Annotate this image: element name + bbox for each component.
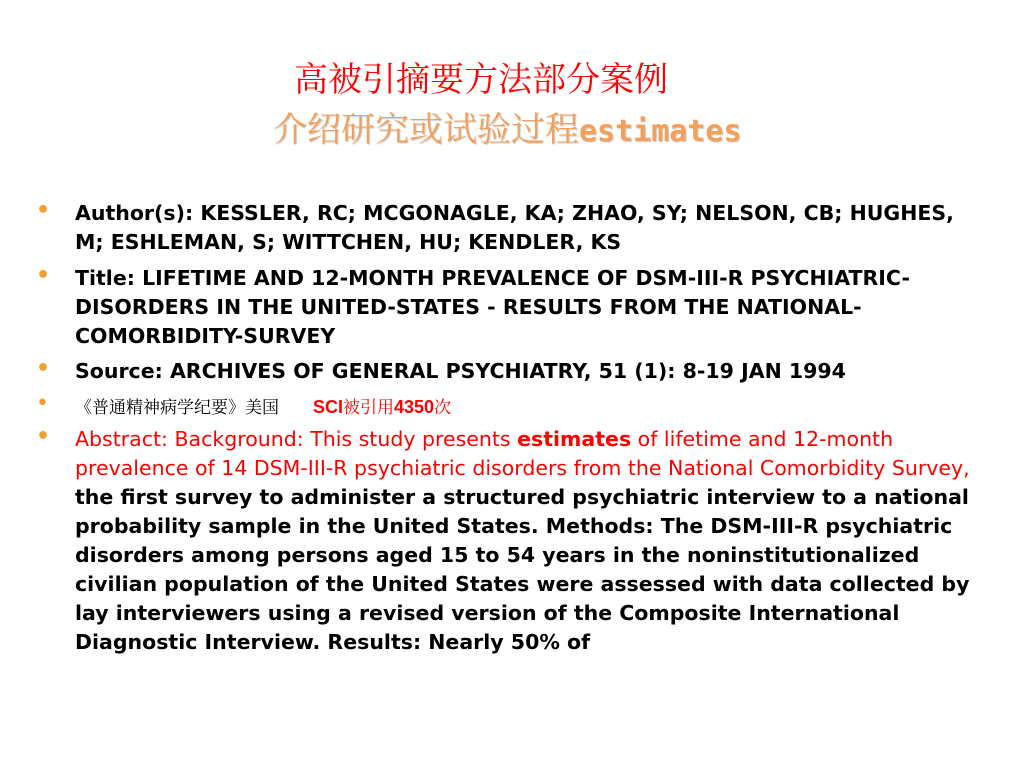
sci-cited-suffix: 次 bbox=[434, 398, 452, 418]
bullet-journal bbox=[36, 392, 986, 422]
bullet-list bbox=[36, 199, 986, 657]
source-text: Source: ARCHIVES OF GENERAL PSYCHIATRY, 51 (1): 8-19 JAN 1994 bbox=[75, 359, 846, 383]
bullet-marker-icon: • bbox=[36, 424, 51, 449]
bullet-source bbox=[36, 357, 986, 387]
bullet-marker-icon: • bbox=[36, 391, 49, 416]
bullet-authors bbox=[36, 199, 986, 259]
journal-chinese-name: 《普通精神病学纪要》美国 bbox=[75, 398, 279, 418]
bullet-abstract bbox=[36, 425, 986, 657]
bullet-marker-icon: • bbox=[36, 198, 51, 223]
sci-label: SCI bbox=[313, 397, 344, 417]
sci-cited-label: 被引用 bbox=[343, 398, 395, 418]
sci-citation-count: 4350 bbox=[394, 397, 435, 417]
abstract-methods: the first survey to administer a structured psychiatric interview to a national probability sample in the United States. Methods: The DSM-III-R psychiatric disorders among persons aged 15 to 54 years in the noninstitutionalized civilian population of the United States were assessed with data collected by lay interviewers using a revised version of the Composite International Diagnostic Interview. Results: Nearly 50% of bbox=[75, 485, 970, 654]
abstract-background: of lifetime and 12-month prevalence of 14 DSM-III-R psychiatric disorders from the National Comorbidity Survey, bbox=[75, 427, 970, 480]
slide-title: 高被引摘要方法部分案例 bbox=[294, 60, 668, 100]
subtitle-chinese: 介绍研究或试验过程 bbox=[273, 110, 579, 150]
abstract-keyword: estimates bbox=[517, 427, 632, 451]
bullet-marker-icon: • bbox=[36, 356, 51, 381]
bullet-marker-icon: • bbox=[36, 263, 51, 288]
abstract-intro: Abstract: Background: This study presents bbox=[75, 427, 518, 451]
title-text: Title: LIFETIME AND 12-MONTH PREVALENCE OF DSM-III-R PSYCHIATRIC-DISORDERS IN THE UNITED-STATES - RESULTS FROM THE NATIONAL-COMORBIDITY-SURVEY bbox=[75, 266, 910, 348]
subtitle-keyword: estimates bbox=[579, 114, 742, 149]
bullet-title bbox=[36, 264, 986, 354]
slide-subtitle bbox=[273, 108, 742, 154]
authors-text: Author(s): KESSLER, RC; MCGONAGLE, KA; ZHAO, SY; NELSON, CB; HUGHES, M; ESHLEMAN, S; WITTCHEN, HU; KENDLER, KS bbox=[75, 201, 954, 254]
